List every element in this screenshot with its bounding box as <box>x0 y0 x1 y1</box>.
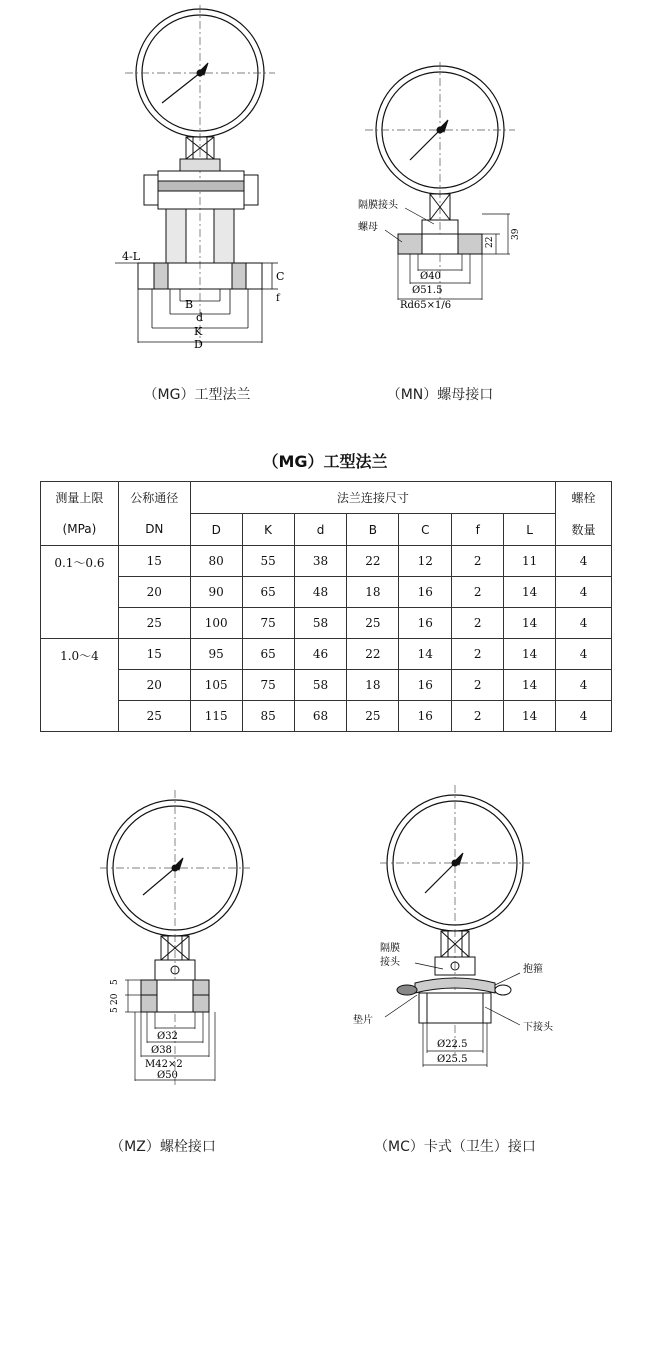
dn-cell: 15 <box>118 639 190 670</box>
mc-label-gasket: 垫片 <box>353 1015 373 1026</box>
cell-f: 2 <box>452 701 504 732</box>
cell-d: 80 <box>190 546 242 577</box>
cell-k: 55 <box>242 546 294 577</box>
cell-c: 12 <box>399 546 452 577</box>
header-col-d-small: d <box>294 514 347 546</box>
cell-bolt-count: 4 <box>556 577 612 608</box>
mc-label-d25: Ø25.5 <box>437 1054 468 1065</box>
mg-caption: （MG）工型法兰 <box>143 387 251 403</box>
cell-b: 25 <box>347 608 399 639</box>
header-col-l: L <box>504 514 556 546</box>
cell-f: 2 <box>452 546 504 577</box>
mc-label-lower-joint: 下接头 <box>523 1022 553 1033</box>
mn-label-nut: 螺母 <box>358 222 378 233</box>
mg-label-b: B <box>185 298 194 311</box>
cell-l: 11 <box>504 546 556 577</box>
cell-k: 75 <box>242 670 294 701</box>
table-row <box>41 546 612 577</box>
mz-label-thread: M42×2 <box>145 1059 183 1070</box>
mn-caption: （MN）螺母接口 <box>386 387 494 403</box>
cell-c: 14 <box>399 639 452 670</box>
table-row <box>41 639 612 670</box>
mn-label-d51: Ø51.5 <box>412 285 443 296</box>
dn-cell: 15 <box>118 546 190 577</box>
mn-label-diaphragm-joint: 隔膜接头 <box>358 200 398 211</box>
table-row <box>41 701 612 732</box>
cell-d: 100 <box>190 608 242 639</box>
table-title: （MG）工型法兰 <box>262 452 388 471</box>
cell-d-small: 68 <box>294 701 347 732</box>
mc-label-diaphragm-2: 接头 <box>380 957 400 968</box>
mn-label-h22: 22 <box>485 236 495 248</box>
cell-f: 2 <box>452 670 504 701</box>
cell-d: 115 <box>190 701 242 732</box>
cell-bolt-count: 4 <box>556 546 612 577</box>
mc-label-d22: Ø22.5 <box>437 1039 468 1050</box>
cell-d-small: 46 <box>294 639 347 670</box>
pressure-cell: 0.1～0.6 <box>41 546 119 639</box>
mg-label-d: d <box>196 311 204 324</box>
cell-c: 16 <box>399 608 452 639</box>
cell-d: 90 <box>190 577 242 608</box>
mz-label-d50: Ø50 <box>157 1070 178 1081</box>
mg-label-holes: 4-L <box>122 250 141 263</box>
cell-d-small: 58 <box>294 608 347 639</box>
mg-label-k: K <box>194 325 203 338</box>
cell-d-small: 38 <box>294 546 347 577</box>
header-pressure-2: (MPa) <box>41 514 119 546</box>
mn-label-d40: Ø40 <box>420 271 441 282</box>
cell-l: 14 <box>504 608 556 639</box>
mz-label-d38: Ø38 <box>151 1045 172 1056</box>
cell-f: 2 <box>452 577 504 608</box>
mz-label-d32: Ø32 <box>157 1031 178 1042</box>
cell-f: 2 <box>452 639 504 670</box>
cell-k: 65 <box>242 577 294 608</box>
header-dn-2: DN <box>118 514 190 546</box>
cell-bolt-count: 4 <box>556 701 612 732</box>
table-row <box>41 608 612 639</box>
cell-bolt-count: 4 <box>556 608 612 639</box>
cell-bolt-count: 4 <box>556 670 612 701</box>
cell-c: 16 <box>399 670 452 701</box>
mc-caption: （MC）卡式（卫生）接口 <box>374 1139 536 1155</box>
mg-flange-drawing <box>100 5 300 350</box>
mg-label-c: C <box>276 270 285 283</box>
dn-cell: 20 <box>118 577 190 608</box>
cell-b: 18 <box>347 577 399 608</box>
mc-clamp-drawing <box>345 785 595 1075</box>
header-col-d: D <box>190 514 242 546</box>
table-row <box>41 670 612 701</box>
cell-c: 16 <box>399 701 452 732</box>
header-pressure-1: 测量上限 <box>41 482 119 514</box>
header-flange: 法兰连接尺寸 <box>190 482 555 514</box>
mz-label-h5: 5 <box>110 1007 120 1013</box>
mn-label-h39: 39 <box>511 228 521 240</box>
header-dn-1: 公称通径 <box>118 482 190 514</box>
dn-cell: 25 <box>118 701 190 732</box>
mn-label-thread: Rd65×1/6 <box>400 300 452 311</box>
cell-k: 65 <box>242 639 294 670</box>
header-col-c: C <box>399 514 452 546</box>
table-row <box>41 577 612 608</box>
cell-c: 16 <box>399 577 452 608</box>
header-bolt-1: 螺栓 <box>556 482 612 514</box>
flange-spec-table <box>40 481 612 732</box>
mz-label-h20: 20 <box>110 993 120 1005</box>
mc-label-clamp: 抱箍 <box>523 964 543 975</box>
cell-b: 18 <box>347 670 399 701</box>
cell-l: 14 <box>504 639 556 670</box>
cell-l: 14 <box>504 577 556 608</box>
cell-bolt-count: 4 <box>556 639 612 670</box>
cell-f: 2 <box>452 608 504 639</box>
mc-label-diaphragm-1: 隔膜 <box>380 943 400 954</box>
cell-k: 85 <box>242 701 294 732</box>
dn-cell: 20 <box>118 670 190 701</box>
cell-d: 105 <box>190 670 242 701</box>
header-bolt-2: 数量 <box>556 514 612 546</box>
cell-l: 14 <box>504 701 556 732</box>
dn-cell: 25 <box>118 608 190 639</box>
mg-label-dd: D <box>194 338 203 350</box>
pressure-cell: 1.0～4 <box>41 639 119 732</box>
header-col-f: f <box>452 514 504 546</box>
mz-bolt-drawing <box>95 785 255 1090</box>
cell-d-small: 48 <box>294 577 347 608</box>
cell-b: 22 <box>347 546 399 577</box>
cell-d-small: 58 <box>294 670 347 701</box>
mg-label-f: f <box>276 293 280 304</box>
cell-b: 22 <box>347 639 399 670</box>
mz-label-h5b: 5 <box>110 979 120 985</box>
header-col-b: B <box>347 514 399 546</box>
mz-caption: （MZ）螺栓接口 <box>110 1139 216 1155</box>
cell-b: 25 <box>347 701 399 732</box>
cell-d: 95 <box>190 639 242 670</box>
header-col-k: K <box>242 514 294 546</box>
mn-nut-drawing <box>350 62 530 312</box>
cell-l: 14 <box>504 670 556 701</box>
cell-k: 75 <box>242 608 294 639</box>
